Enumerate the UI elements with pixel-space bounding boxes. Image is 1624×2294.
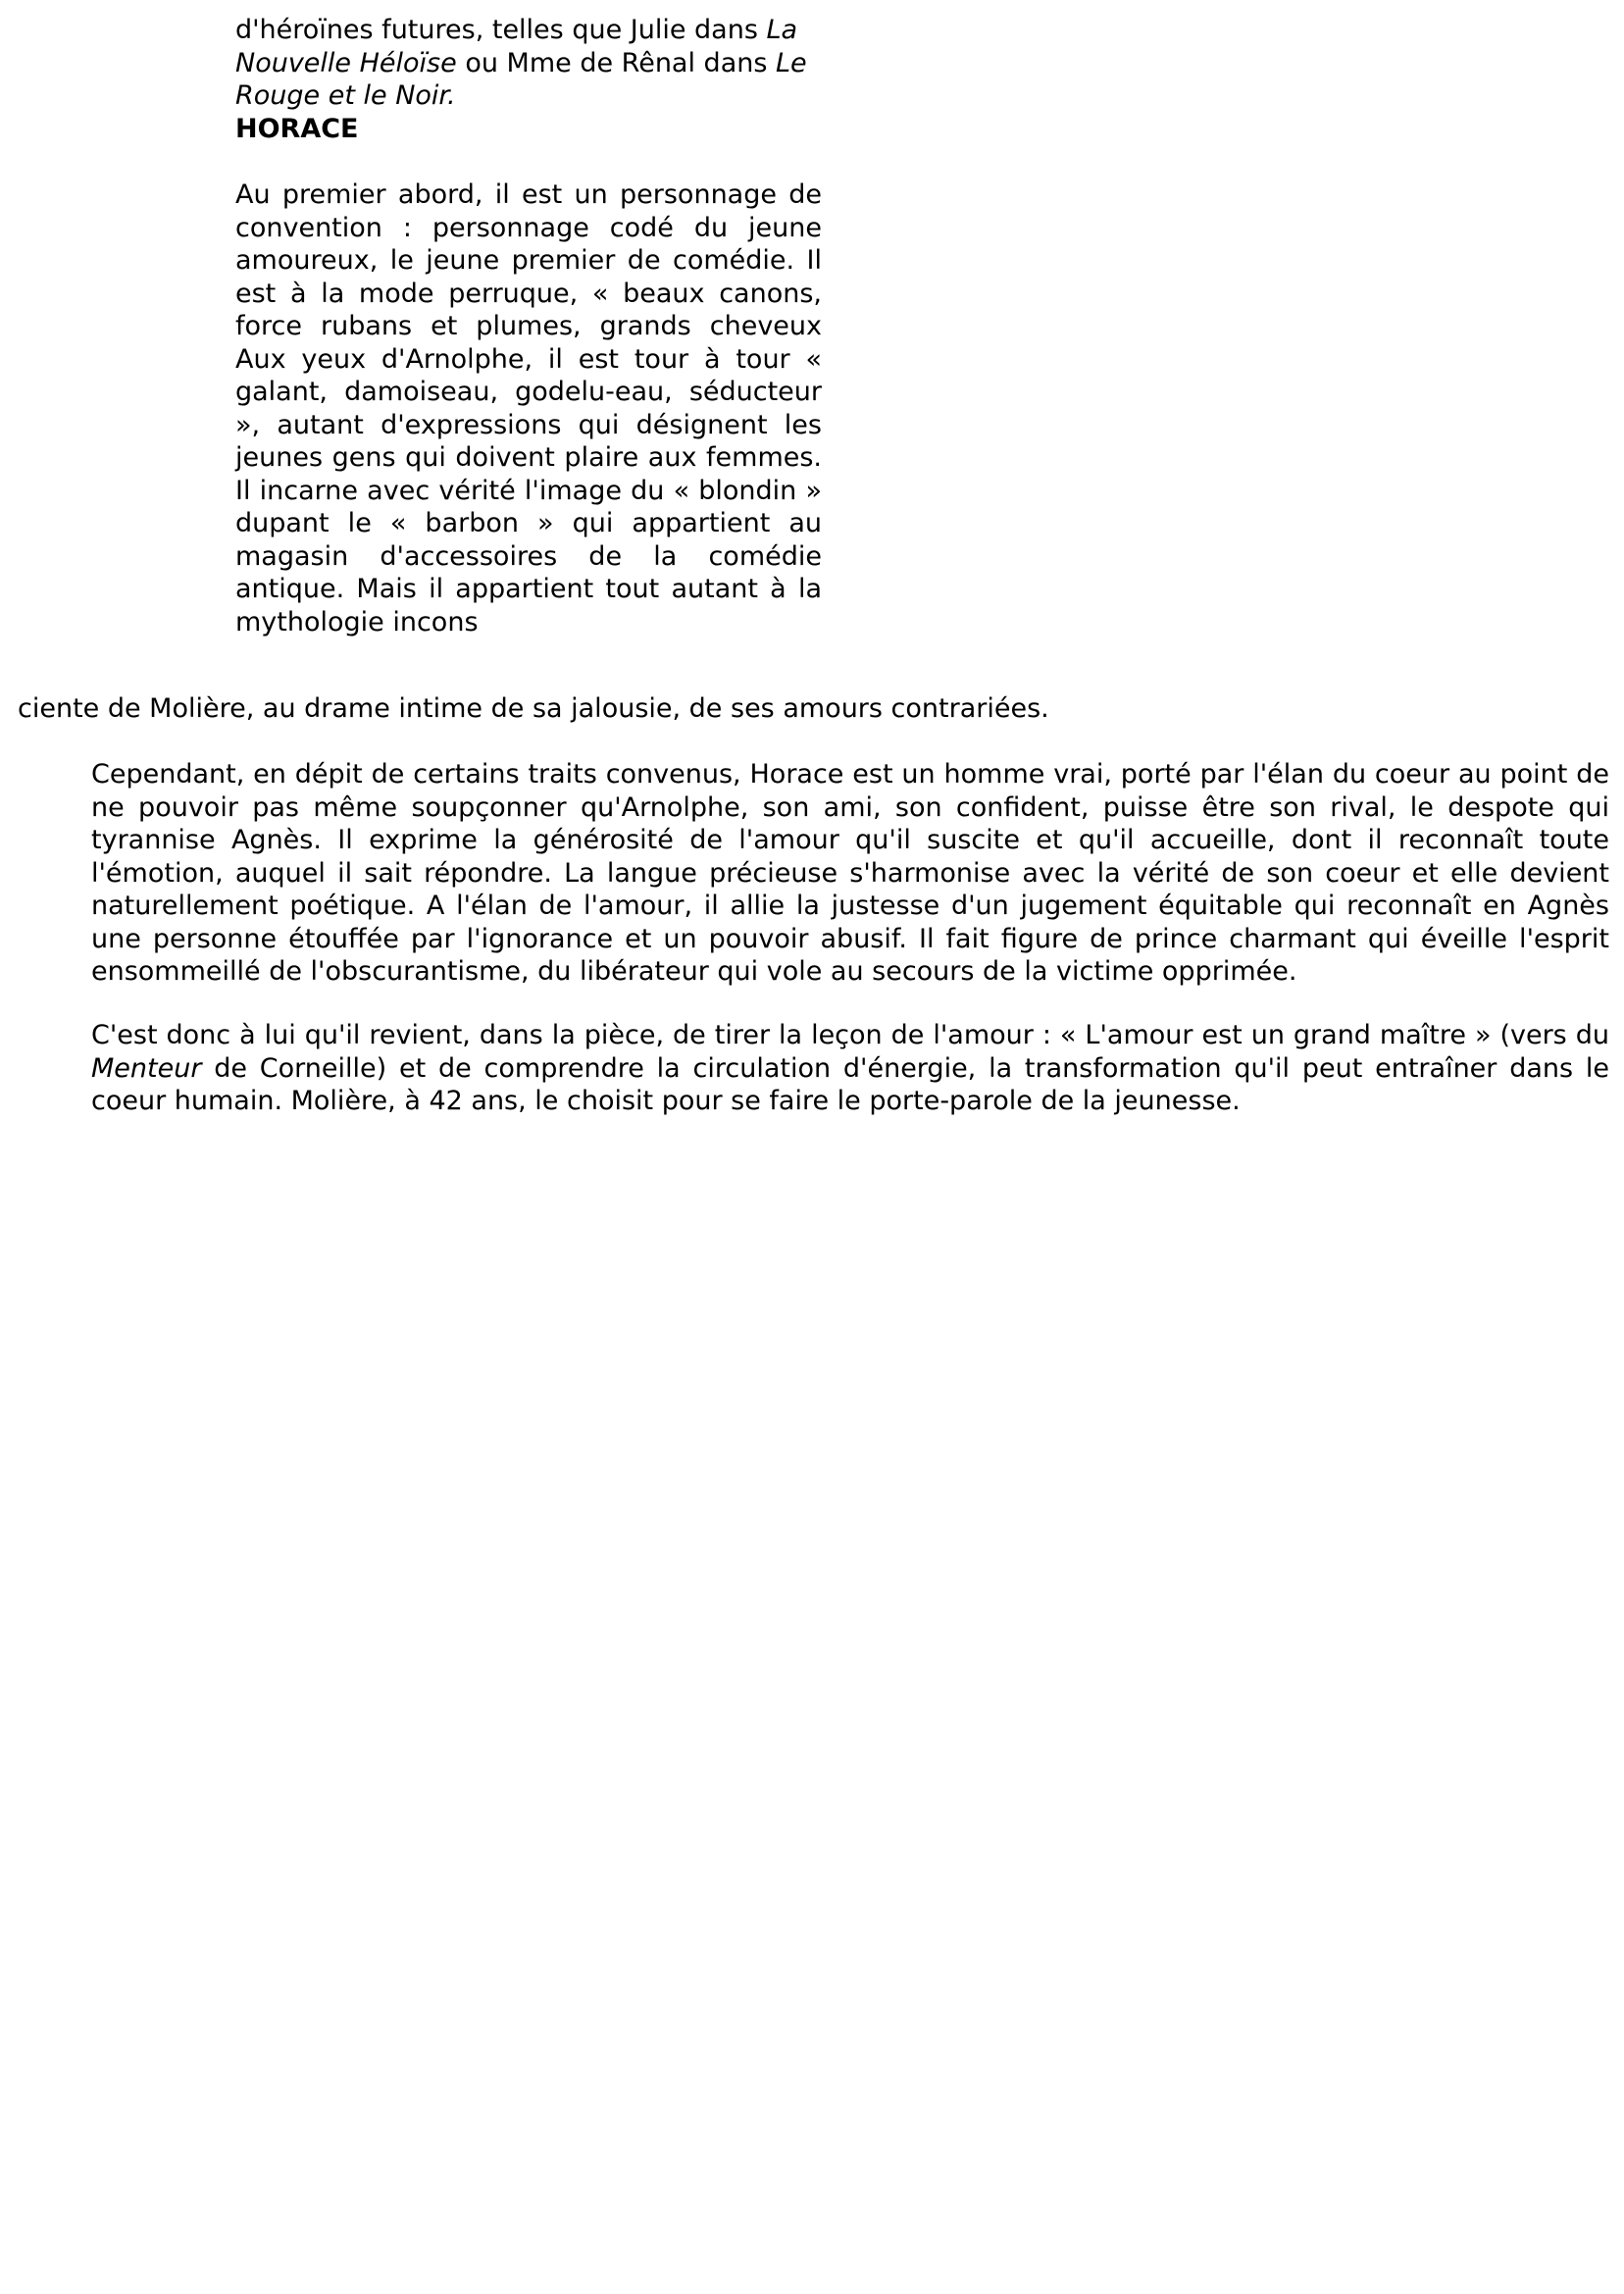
paragraph-2-text-2: de Corneille) et de comprendre la circulation d'énergie, la transformation qu'il peut entraîner dans le coeur humain. Molière, à 42 ans, le choisit pour se faire le porte-parole de la jeunesse. [91,1052,1609,1116]
column-paragraph: Au premier abord, il est un personnage de convention : personnage codé du jeune amoureux, le jeune premier de comédie. Il est à la mode perruque, « beaux canons, force rubans et plumes, grands cheveux Aux yeux d'Arnolphe, il est tour à tour « galant, damoiseau, godelu-eau, séducteur », autant d'expressions qui désignent les jeunes gens qui doivent plaire aux femmes. Il incarne avec vérité l'image du « blondin » dupant le « barbon » qui appartient au magasin d'accessoires de la comédie antique. Mais il appartient tout autant à la mythologie incons [235,179,822,637]
body-paragraph-2 [91,1019,1609,1118]
section-heading: HORACE [235,113,359,144]
body-paragraph-1: Cependant, en dépit de certains traits convenus, Horace est un homme vrai, porté par l'élan du coeur au point de ne pouvoir pas même soupçonner qu'Arnolphe, son ami, son confident, puisse être son rival, le despote qui tyrannise Agnès. Il exprime la générosité de l'amour qu'il suscite et qu'il accueille, dont il reconnaît toute l'émotion, auquel il sait répondre. La langue précieuse s'harmonise avec la vérité de son coeur et elle devient naturellement poétique. A l'élan de l'amour, il allie la justesse d'un jugement équitable qui reconnaît en Agnès une personne étouffée par l'ignorance et un pouvoir abusif. Il fait figure de prince charmant qui éveille l'esprit ensommeillé de l'obscurantisme, du libérateur qui vole au secours de la victime opprimée. [91,759,1609,987]
narrow-column [235,14,822,638]
intro-text-2: ou Mme de Rênal dans [456,47,776,78]
intro-title-heloise: La Nouvelle Héloïse [235,15,798,78]
paragraph-2-text-1: C'est donc à lui qu'il revient, dans la pièce, de tirer la leçon de l'amour : « L'amour est un grand maître » (vers du [91,1020,1609,1050]
paragraph-2-title-menteur: Menteur [91,1052,202,1084]
intro-paragraph [235,14,822,113]
intro-text-1: d'héroïnes futures, telles que Julie dans [235,15,767,45]
intro-title-rouge-noir: Le Rouge et le Noir. [235,47,807,111]
spill-line: ciente de Molière, au drame intime de sa jalousie, de ses amours contrariées. [18,693,1049,724]
